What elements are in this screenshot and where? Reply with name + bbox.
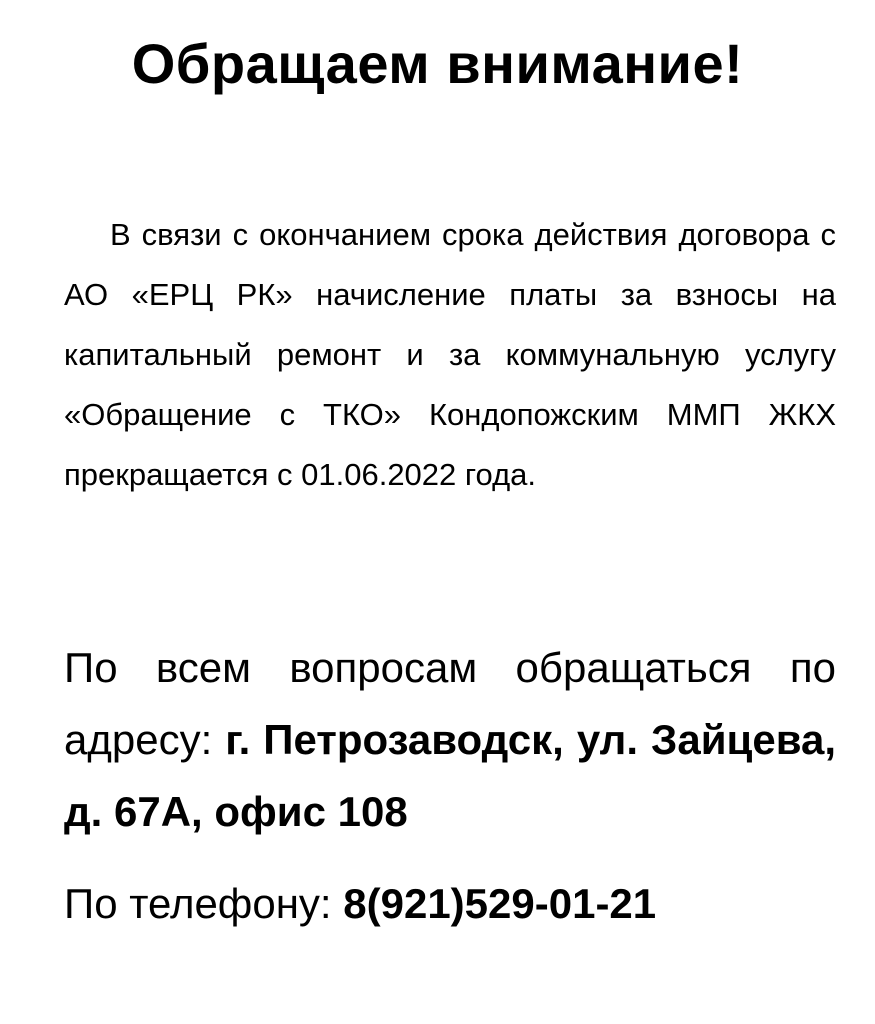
page-title: Обращаем внимание! xyxy=(131,32,744,95)
contact-phone-line xyxy=(64,868,836,940)
notice-paragraph: В связи с окончанием срока действия договора с АО «ЕРЦ РК» начисление платы за взносы на капитальный ремонт и за коммунальную услугу «Обращение с ТКО» Кондопожским ММП ЖКХ прекращается с 01.06.2022 года. xyxy=(64,217,836,492)
phone-label: По телефону: xyxy=(64,880,344,927)
contact-intro: По всем вопросам обращаться по адресу: xyxy=(64,644,836,763)
contact-address-paragraph xyxy=(64,632,836,848)
phone-number: 8(921)529-01-21 xyxy=(343,880,657,927)
contact-address: г. Петрозаводск, ул. Зайцева, д. 67А, офис 108 xyxy=(64,716,836,835)
